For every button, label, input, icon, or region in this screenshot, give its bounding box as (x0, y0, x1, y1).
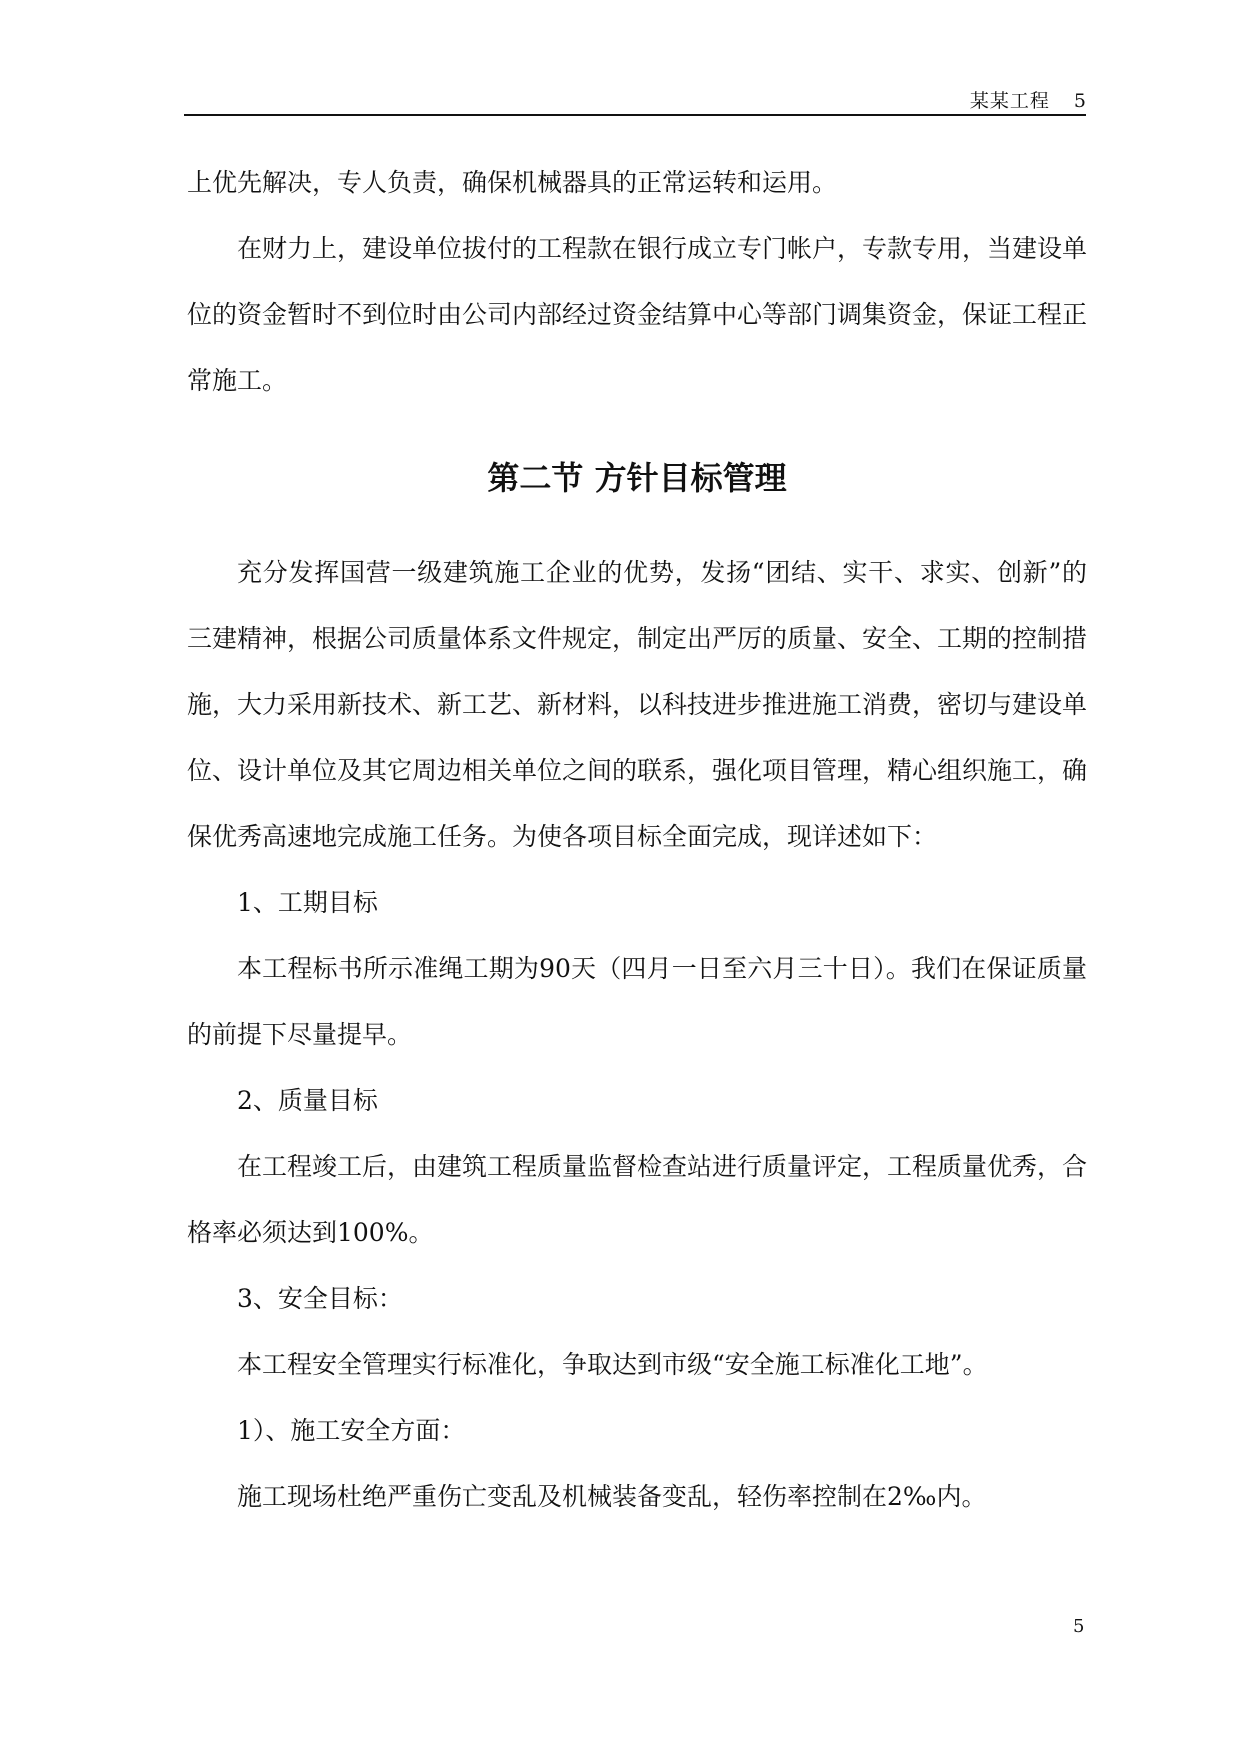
section-title: 第二节 方针目标管理 (487, 459, 787, 497)
paragraph-quality: 在工程竣工后，由建筑工程质量监督检查站进行质量评定，工程质量优秀，合格率必须达到100%。 (187, 1152, 1088, 1247)
header-page-number: 5 (1073, 90, 1087, 112)
page-header (0, 0, 1241, 120)
item-heading-safety: 3、安全目标： (237, 1284, 403, 1313)
header-rule (184, 114, 1086, 116)
paragraph-safety: 本工程安全管理实行标准化，争取达到市级“安全施工标准化工地”。 (237, 1350, 988, 1379)
header-title: 某某工程 (969, 90, 1050, 112)
paragraph-intro: 充分发挥国营一级建筑施工企业的优势，发扬“团结、实干、求实、创新”的三建精神，根据公司质量体系文件规定，制定出严厉的质量、安全、工期的控制措施，大力采用新技术、新工艺、新材料，以科技进步推进施工消费，密切与建设单位、设计单位及其它周边相关单位之间的联系，强化项目管理，精心组织施工，确保优秀高速地完成施工任务。为使各项目标全面完成，现详述如下： (187, 558, 1088, 851)
item-heading-quality: 2、质量目标 (237, 1086, 378, 1115)
paragraph-finance: 在财力上，建设单位拔付的工程款在银行成立专门帐户，专款专用，当建设单位的资金暂时不到位时由公司内部经过资金结算中心等部门调集资金，保证工程正常施工。 (187, 234, 1088, 395)
item-heading-schedule: 1、工期目标 (237, 888, 378, 917)
running-header (970, 86, 1087, 113)
footer-page-number: 5 (1073, 1616, 1085, 1637)
subitem-heading-construction-safety: 1）、施工安全方面： (237, 1416, 466, 1445)
document-body (187, 150, 1087, 1530)
paragraph-schedule: 本工程标书所示准绳工期为90天（四月一日至六月三十日）。我们在保证质量的前提下尽量提早。 (187, 954, 1087, 1049)
paragraph-continuation: 上优先解决，专人负责，确保机械器具的正常运转和运用。 (187, 168, 838, 197)
paragraph-construction-safety: 施工现场杜绝严重伤亡变乱及机械装备变乱，轻伤率控制在2‰内。 (237, 1482, 987, 1511)
